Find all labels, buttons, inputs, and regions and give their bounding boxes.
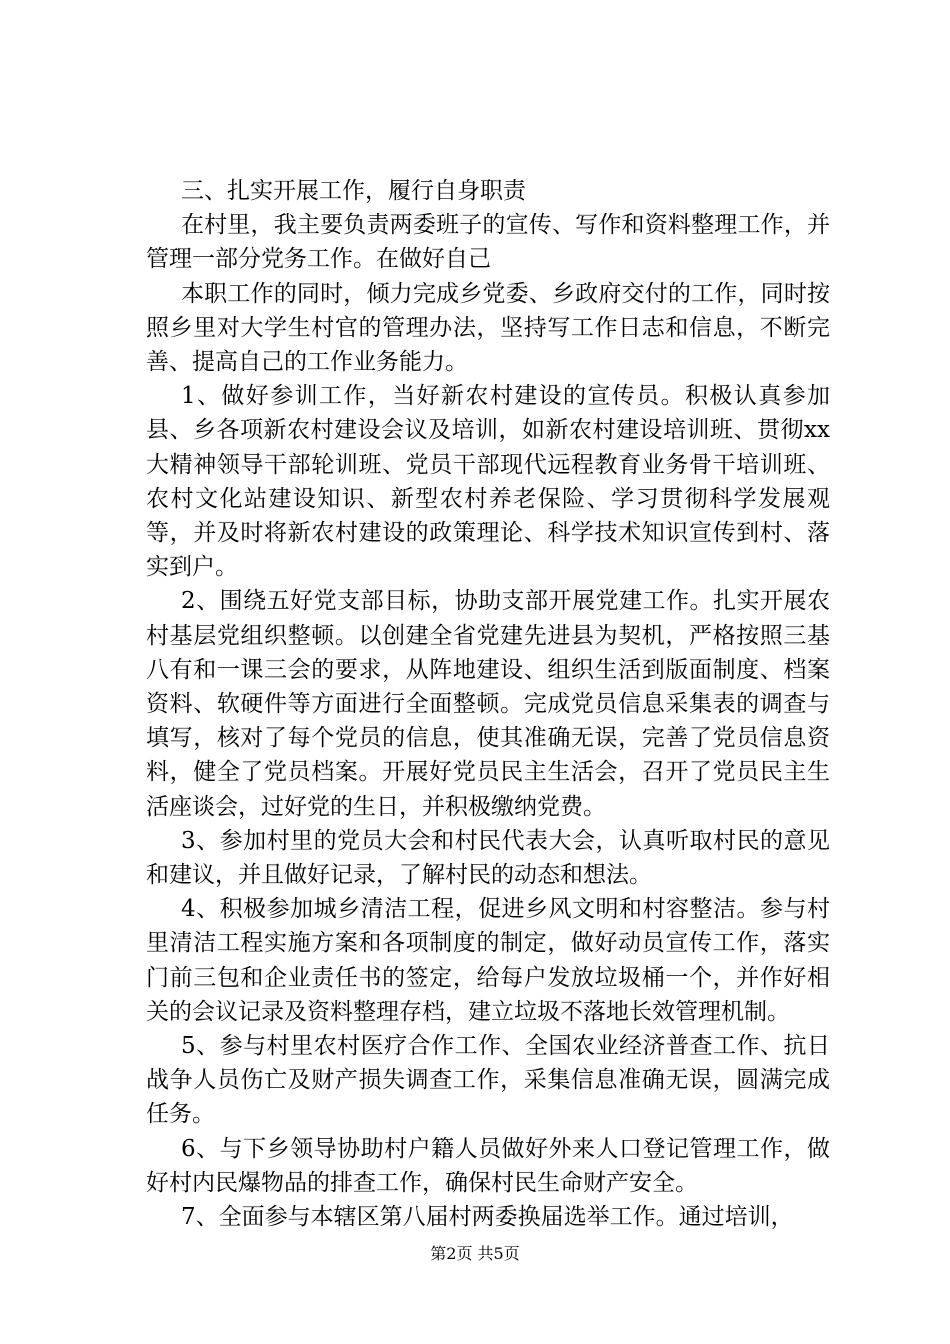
section-heading: 三、扎实开展工作，履行自身职责 xyxy=(181,178,526,204)
paragraph-duties: 本职工作的同时，倾力完成乡党委、乡政府交付的工作，同时按照乡里对大学生村官的管理办法，坚持写工作日志和信息，不断完善、提高自己的工作业务能力。 xyxy=(146,280,830,376)
paragraph-item-1: 1、做好参训工作，当好新农村建设的宣传员。积极认真参加县、乡各项新农村建设会议及培训，如新农村建设培训班、贯彻xx大精神领导干部轮训班、党员干部现代远程教育业务骨干培训班、农村文化站建设知识、新型农村养老保险、学习贯彻科学发展观等，并及时将新农村建设的政策理论、科学技术知识宣传到村、落实到户。 xyxy=(146,383,830,581)
paragraph-item-2: 2、围绕五好党支部目标，协助支部开展党建工作。扎实开展农村基层党组织整顿。以创建全省党建先进县为契机，严格按照三基八有和一课三会的要求，从阵地建设、组织生活到版面制度、档案资料、软硬件等方面进行全面整顿。完成党员信息采集表的调查与填写，核对了每个党员的信息，使其准确无误，完善了党员信息资料，健全了党员档案。开展好党员民主生活会，召开了党员民主生活座谈会，过好党的生日，并积极缴纳党费。 xyxy=(146,588,830,820)
paragraph-item-6: 6、与下乡领导协助村户籍人员做好外来人口登记管理工作，做好村内民爆物品的排查工作，确保村民生命财产安全。 xyxy=(146,1135,830,1196)
paragraph-item-3: 3、参加村里的党员大会和村民代表大会，认真听取村民的意见和建议，并且做好记录，了解村民的动态和想法。 xyxy=(146,827,830,889)
paragraph-item-4: 4、积极参加城乡清洁工程，促进乡风文明和村容整洁。参与村里清洁工程实施方案和各项制度的制定，做好动员宣传工作，落实门前三包和企业责任书的签定，给每户发放垃圾桶一个，并作好相关的会议记录及资料整理存档，建立垃圾不落地长效管理机制。 xyxy=(146,896,830,1025)
document-body xyxy=(146,174,830,1234)
paragraph-item-5: 5、参与村里农村医疗合作工作、全国农业经济普查工作、抗日战争人员伤亡及财产损失调查工作，采集信息准确无误，圆满完成任务。 xyxy=(146,1033,830,1128)
paragraph-intro: 在村里，我主要负责两委班子的宣传、写作和资料整理工作，并管理一部分党务工作。在做好自己 xyxy=(146,212,830,273)
page-number-footer: 第2页 共5页 xyxy=(430,1244,520,1263)
paragraph-item-7: 7、全面参与本辖区第八届村两委换届选举工作。通过培训， xyxy=(181,1204,794,1231)
